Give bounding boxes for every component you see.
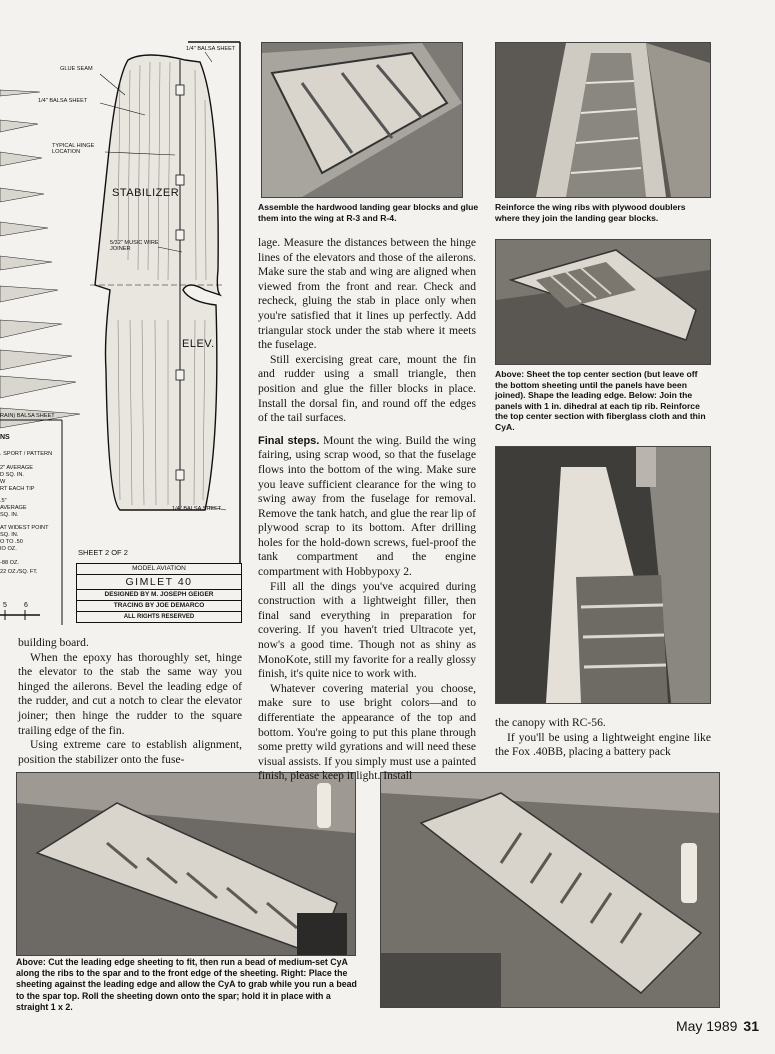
title-model: GIMLET 40 (77, 575, 241, 590)
balsa-sheet-bottom-label: 1/4" BALSA SHEET (172, 506, 222, 512)
photo-leading-edge-cut (16, 772, 356, 956)
spec-line: D SQ. IN. (0, 472, 24, 478)
plan-lines (0, 40, 243, 625)
caption-wing-ribs: Reinforce the wing ribs with plywood doublers where they join the landing gear blocks. (495, 202, 686, 223)
balsa-sheet-top-label: 1/4" BALSA SHEET (186, 46, 236, 52)
spec-line: .5" (0, 498, 7, 504)
specs-heading: NS (0, 434, 10, 441)
spec-line: IO OZ. (0, 546, 17, 552)
spec-line: . SPORT / PATTERN (0, 451, 53, 457)
spec-line: AVERAGE (0, 505, 27, 511)
article-column-2 (258, 236, 476, 784)
final-steps-lead: Final steps. (258, 434, 320, 447)
stabilizer-plan-drawing (0, 40, 243, 625)
photo-top-center-section (495, 239, 711, 365)
elevator-label: ELEV. (182, 338, 215, 350)
col2-paragraph: Still exercising great care, mount the fin and rudder using a small triangle, then position and glue the filler blocks in place. Install the dorsal fin, and round off the edges of the tail surfaces. (258, 352, 476, 425)
col2-paragraph-final-steps (258, 434, 476, 580)
sheet-number: SHEET 2 OF 2 (78, 548, 128, 557)
col2-paragraph: lage. Measure the distances between the hinge lines of the elevators and those of the ailerons. Make sure the stab and wing are aligned when viewed from the front and rear. Check and recheck, gluing the stab in place only when you're satisfied that it lines up perfectly. Add triangular stock under the stab where it meets the fuselage. (258, 236, 476, 352)
photo-joined-panels (495, 446, 711, 704)
spec-line: AT WIDEST POINT (0, 525, 49, 531)
caption-top-center: Above: Sheet the top center section (but leave off the bottom sheeting until the panels have been joined). Shape the leading edge. Below: Join the panels with 1 in. dihedral at each tip rib. Reinforce the top center section with fiberglass cloth and thin CyA. (495, 369, 706, 432)
col1-paragraph: When the epoxy has thoroughly set, hinge the elevator to the stab the same way you hinged the ailerons. Bevel the leading edge of the rudder, and cut a notch to clear the elevator joiner; then hinge the rudder to the square trailing edge of the fin. (18, 650, 242, 737)
photo-landing-gear-blocks (261, 42, 463, 198)
balsa-sheet-left-label: 1/4" BALSA SHEET (38, 98, 88, 104)
glue-seam-label: GLUE SEAM (60, 66, 93, 72)
music-wire-label: 5/32" MUSIC WIRE JOINER (110, 240, 159, 252)
stabilizer-label: STABILIZER (112, 187, 180, 199)
spec-line: 2" AVERAGE (0, 465, 33, 471)
photo-wing-ribs (495, 42, 711, 198)
page-footer (676, 1018, 759, 1034)
title-designer: DESIGNED BY M. JOSEPH GEIGER (77, 590, 241, 601)
col1-paragraph: building board. (18, 636, 89, 649)
hinge-location-label: TYPICAL HINGE LOCATION (52, 143, 95, 155)
col1-paragraph: Using extreme care to establish alignment, position the stabilizer onto the fuse- (18, 738, 242, 766)
spec-line: SQ. IN. (0, 532, 19, 538)
spec-line: SQ. IN. (0, 512, 19, 518)
spec-line: -88 OZ. (0, 560, 19, 566)
ruler-mark-5: 5 (3, 602, 7, 609)
article-column-3 (495, 716, 711, 760)
page-number: 31 (743, 1018, 759, 1034)
spec-line: 22 OZ./SQ. FT. (0, 569, 38, 575)
article-column-1 (18, 636, 242, 767)
caption-leading-edge: Above: Cut the leading edge sheeting to fit, then run a bead of medium-set CyA along the ribs to the spar and to the front edge of the sheeting. Right: Place the sheeting against the leading edge and allow the CyA to grab while you run a bead to the spar top. Roll the sheeting down onto the spar; hold it in place with a straight 1 x 2. (16, 957, 357, 1012)
spec-line: O TO .50 (0, 539, 23, 545)
spec-line: W (0, 479, 6, 485)
plan-title-block (76, 563, 242, 623)
col3-paragraph: the canopy with RC-56. (495, 716, 606, 729)
spec-line: RT EACH TIP (0, 486, 35, 492)
issue-date: May 1989 (675, 1018, 738, 1034)
title-tracer: TRACING BY JOE DEMARCO (77, 601, 241, 612)
col2-paragraph: Fill all the dings you've acquired during construction with a lightweight filler, then final sand everything in preparation for covering. If you haven't tried Ultracote yet, now's a good time. Though not as shiny as MonoKote, still my favorite for a really glossy finish, it's quite nice to work with. (258, 579, 476, 681)
grain-balsa-label: RAIN) BALSA SHEET (0, 413, 55, 419)
ruler-mark-6: 6 (24, 602, 28, 609)
title-rights: ALL RIGHTS RESERVED (123, 614, 195, 620)
col2-paragraph: Whatever covering material you choose, make sure to use bright colors—and to differentiate the appearance of the top and bottom. You're going to put this plane through some pretty wild gyrations and will need these visual assists. If you simply must use a painted finish, please keep it light. Install (258, 681, 476, 783)
title-magazine: MODEL AVIATION (77, 564, 241, 575)
photo-sheeting-spar (380, 772, 720, 1008)
final-steps-text: Mount the wing. Build the wing fairing, using scrap wood, so that the fuselage flows into the bottom of the wing. Make sure you leave sufficient clearance for the wing to swing away from the fuselage for removal. Remove the tank hatch, and glue the rear lip of plywood scrap to its bottom. After drilling holes for the hold-down screws, fuel-proof the tank compartment and the engine compartment with Hobbypoxy 2. (258, 433, 476, 579)
col3-paragraph: If you'll be using a lightweight engine like the Fox .40BB, placing a battery pack (495, 730, 711, 759)
caption-landing-gear: Assemble the hardwood landing gear blocks and glue them into the wing at R-3 and R-4. (258, 202, 479, 223)
